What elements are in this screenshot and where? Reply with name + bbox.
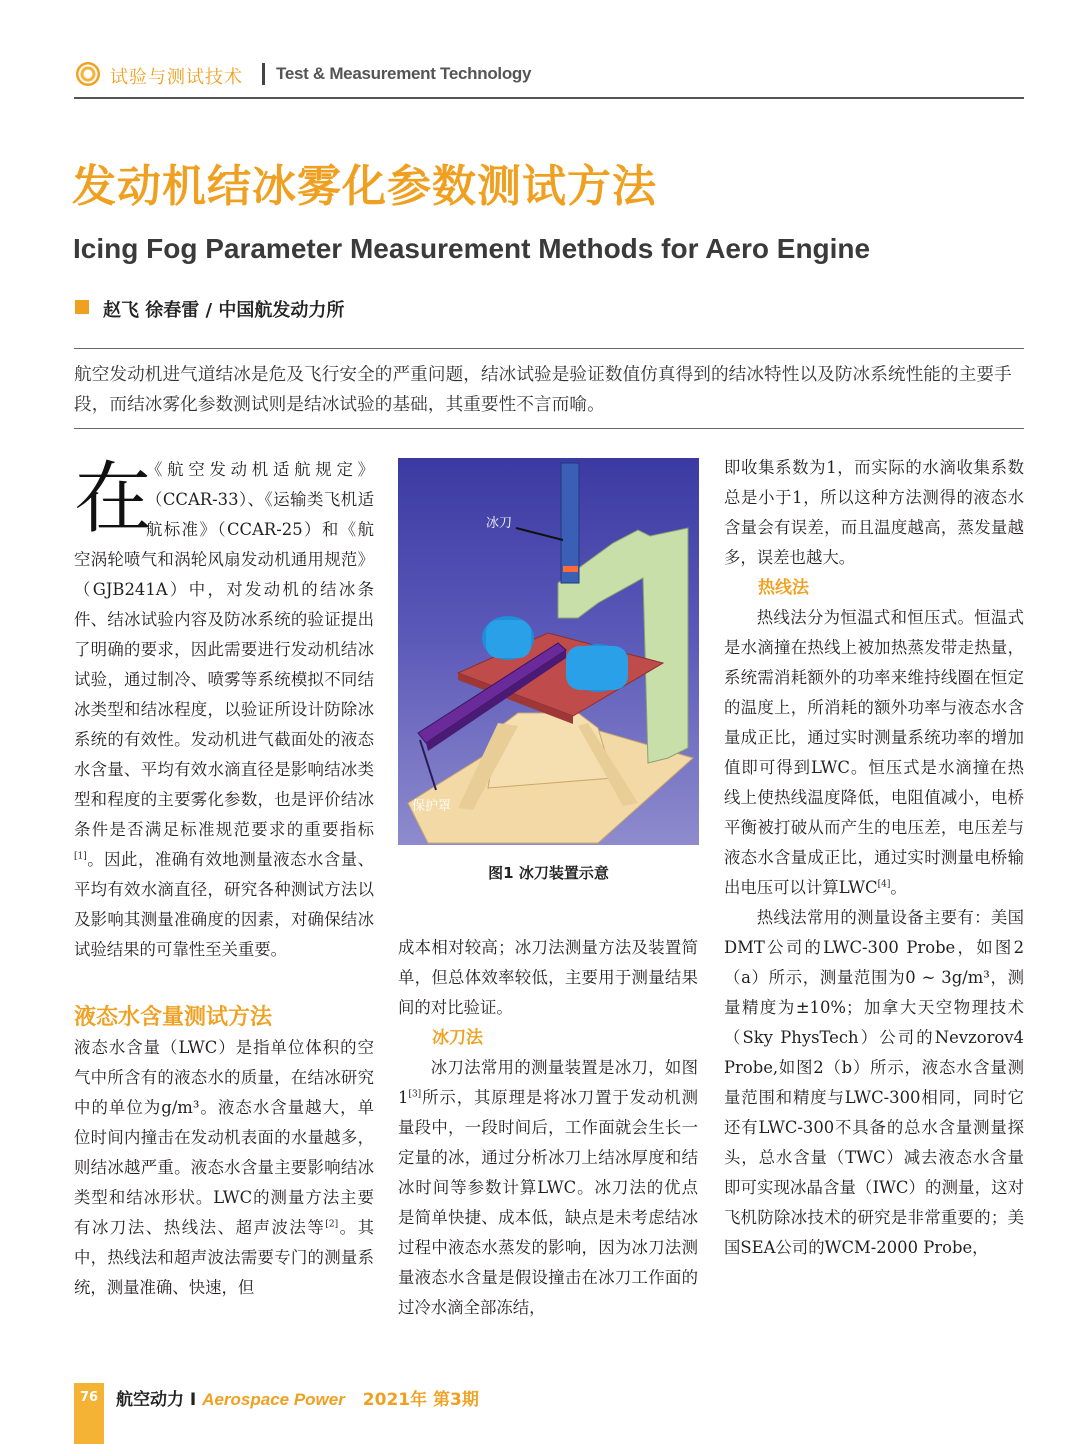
section-heading-lwc: 液态水含量测试方法	[74, 1005, 273, 1030]
figure-caption: 图1 冰刀装置示意	[488, 864, 609, 882]
lwc-paragraph	[74, 1033, 374, 1303]
hot-wire-text-tail: 。	[890, 878, 907, 897]
ice-knife-illustration	[398, 458, 699, 845]
citation-ref[interactable]: [1]	[74, 851, 87, 862]
journal-footer	[116, 1385, 479, 1410]
journal-name-cn: 航空动力	[116, 1390, 184, 1410]
page-number: 76	[79, 1390, 99, 1405]
col2-paragraph-a: 成本相对较高；冰刀法测量方法及装置简单，但总体效率较低，主要用于测量结果间的对比验证。	[398, 938, 698, 1017]
column-2	[398, 933, 698, 1323]
subheading-ice-knife: 冰刀法	[432, 1028, 483, 1048]
author-bullet-icon	[75, 300, 89, 314]
column-1	[74, 455, 374, 1303]
section-title-en: Test & Measurement Technology	[276, 64, 532, 83]
lwc-text-tail: 。其中，热线法和超声波法需要专门的测量系统，测量准确、快速，但	[74, 1218, 374, 1297]
figure-label-knife: 冰刀	[486, 516, 513, 531]
intro-paragraph	[74, 455, 374, 965]
figure-label-cover: 保护罩	[412, 799, 452, 814]
abstract-bottom-rule	[74, 428, 1024, 429]
abstract: 航空发动机进气道结冰是危及飞行安全的严重问题，结冰试验是验证数值仿真得到的结冰特性以及防冰系统性能的主要手段，而结冰雾化参数测试则是结冰试验的基础，其重要性不言而喻。	[74, 365, 1012, 415]
intro-text: 《航空发动机适航规定》（CCAR-33）、《运输类飞机适航标准》（CCAR-25）和《航空涡轮喷气和涡轮风扇发动机通用规范》（GJB241A）中，对发动机的结冰条件、结冰试验内容及防冰系统的验证提出了明确的要求，因此需要进行发动机结冰试验，通过制冷、喷雾等系统模拟不同结冰类型和结冰程度，以验证所设计防除冰系统的有效性。发动机进气截面处的液态水含量、平均有效水滴直径是影响结冰类型和程度的主要雾化参数，也是评价结冰条件是否满足标准规范要求的重要指标	[74, 460, 374, 839]
subheading-hot-wire: 热线法	[758, 578, 809, 598]
drop-cap: 在	[74, 454, 153, 544]
citation-ref[interactable]: [4]	[877, 879, 891, 890]
figure-ice-knife	[398, 458, 699, 845]
hot-wire-text: 热线法分为恒温式和恒压式。恒温式是水滴撞在热线上被加热蒸发带走热量，系统需消耗额外的功率来维持线圈在恒定的温度上，所消耗的额外功率与液态水含量成正比，通过实时测量系统功率的增加值即可得到LWC。恒压式是水滴撞在热线上使热线温度降低，电阻值减小，电桥平衡被打破从而产生的电压差，电压差与液态水含量成正比，通过实时测量电桥输出电压可以计算LWC	[724, 608, 1024, 897]
article-title-cn: 发动机结冰雾化参数测试方法	[72, 161, 657, 212]
journal-name-en: Aerospace Power	[202, 1390, 345, 1409]
abstract-top-rule	[74, 348, 1024, 349]
header-rule	[74, 97, 1024, 99]
ice-knife-text-tail: 所示，其原理是将冰刀置于发动机测量段中，一段时间后，工作面就会生长一定量的冰，通过分析冰刀上结冰厚度和结冰时间等参数计算LWC。冰刀法的优点是简单快捷、成本低，缺点是未考虑结冰过程中液态水蒸发的影响，因为冰刀法测量液态水含量是假设撞击在冰刀工作面的过冷水滴全部冻结，	[398, 1088, 698, 1317]
col3-paragraph-c: 热线法常用的测量设备主要有：美国DMT公司的LWC-300 Probe，如图2（a）所示，测量范围为0 ~ 3g/m³，测量精度为±10%；加拿大天空物理技术（Sky PhysTech）公司的Nevzorov4 Probe,如图2（b）所示，液态水含量测量范围和精度与LWC-300相同，同时它还有LWC-300不具备的总水含量测量探头，总水含量（TWC）减去液态水含量即可实现冰晶含量（IWC）的测量，这对飞机防除冰技术的研究是非常重要的；美国SEA公司的WCM-2000 Probe，	[724, 908, 1024, 1257]
lwc-text: 液态水含量（LWC）是指单位体积的空气中所含有的液态水的质量，在结冰研究中的单位为g/m³。液态水含量越大，单位时间内撞击在发动机表面的水量越多，则结冰越严重。液态水含量主要影响结冰类型和结冰形状。LWC的测量方法主要有冰刀法、热线法、超声波法等	[74, 1038, 374, 1237]
column-3	[724, 453, 1024, 1263]
header-divider	[262, 63, 265, 85]
citation-ref[interactable]: [3]	[408, 1089, 422, 1100]
article-title-en: Icing Fog Parameter Measurement Methods for Aero Engine	[73, 233, 871, 264]
intro-text-tail: 。因此，准确有效地测量液态水含量、平均有效水滴直径，研究各种测试方法以及影响其测量准确度的因素，对确保结冰试验结果的可靠性至关重要。	[74, 850, 374, 959]
col2-paragraph-b	[398, 1053, 698, 1323]
ice-knife-text: 冰刀法常用的测量装置是冰刀，如图1	[398, 1058, 698, 1107]
journal-issue: 2021年 第3期	[362, 1390, 479, 1410]
section-title-cn: 试验与测试技术	[110, 67, 243, 88]
citation-ref[interactable]: [2]	[325, 1219, 339, 1230]
col3-paragraph-a: 即收集系数为1，而实际的水滴收集系数总是小于1，所以这种方法测得的液态水含量会有误差，而且温度越高，蒸发量越多，误差也越大。	[724, 458, 1024, 567]
journal-separator: I	[189, 1390, 197, 1410]
section-logo-icon	[76, 62, 100, 86]
author-line: 赵飞 徐春雷 / 中国航发动力所	[103, 300, 345, 321]
col3-paragraph-b	[724, 603, 1024, 903]
